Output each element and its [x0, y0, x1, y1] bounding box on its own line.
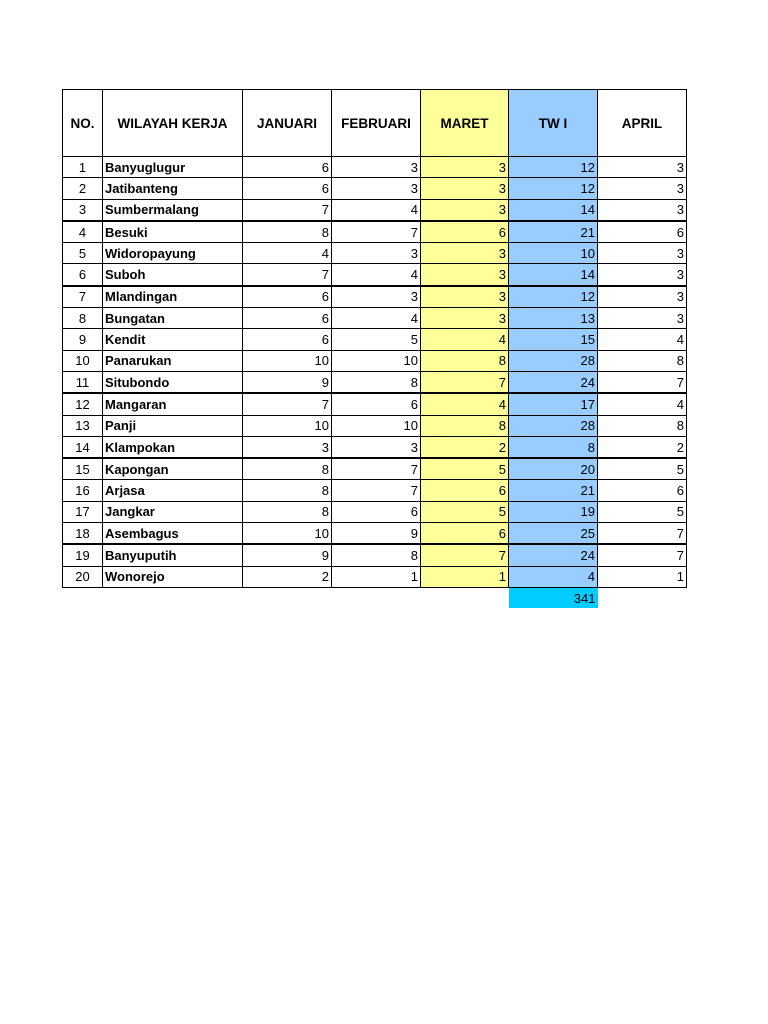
wilayah-kerja-cell[interactable]: Arjasa: [103, 480, 243, 501]
april-cell[interactable]: 3: [598, 178, 687, 199]
tw-i-cell[interactable]: 14: [509, 264, 598, 286]
header-januari: JANUARI: [243, 90, 332, 157]
row-number-cell[interactable]: 3: [63, 199, 103, 221]
tw-i-cell[interactable]: 13: [509, 308, 598, 329]
blank-cell: [103, 587, 243, 608]
wilayah-kerja-cell[interactable]: Asembagus: [103, 523, 243, 545]
row-number-cell[interactable]: 8: [63, 308, 103, 329]
table-row: [63, 480, 687, 501]
januari-cell[interactable]: 6: [243, 157, 332, 178]
wilayah-kerja-cell[interactable]: Bungatan: [103, 308, 243, 329]
tw-i-cell[interactable]: 10: [509, 243, 598, 264]
row-number-cell[interactable]: 7: [63, 286, 103, 308]
tw-i-cell[interactable]: 21: [509, 221, 598, 243]
april-cell[interactable]: 5: [598, 501, 687, 522]
total-row: [63, 587, 687, 608]
april-cell[interactable]: 3: [598, 286, 687, 308]
januari-cell[interactable]: 6: [243, 329, 332, 350]
januari-cell[interactable]: 4: [243, 243, 332, 264]
row-number-cell[interactable]: 15: [63, 458, 103, 480]
april-cell[interactable]: 1: [598, 566, 687, 587]
table-body: [63, 157, 687, 588]
januari-cell[interactable]: 8: [243, 221, 332, 243]
februari-cell[interactable]: 8: [332, 371, 421, 393]
row-number-cell[interactable]: 10: [63, 350, 103, 371]
tw-i-cell[interactable]: 25: [509, 523, 598, 545]
januari-cell[interactable]: 7: [243, 199, 332, 221]
februari-cell[interactable]: 10: [332, 415, 421, 436]
maret-total-cell: [421, 587, 509, 608]
table-row: [63, 178, 687, 199]
april-cell[interactable]: 8: [598, 350, 687, 371]
wilayah-kerja-cell[interactable]: Mangaran: [103, 393, 243, 415]
februari-cell[interactable]: 3: [332, 178, 421, 199]
table-row: [63, 243, 687, 264]
tw-i-cell[interactable]: 4: [509, 566, 598, 587]
row-number-cell[interactable]: 18: [63, 523, 103, 545]
wilayah-kerja-cell[interactable]: Sumbermalang: [103, 199, 243, 221]
table-row: [63, 566, 687, 587]
row-number-cell[interactable]: 12: [63, 393, 103, 415]
maret-cell[interactable]: 2: [421, 436, 509, 458]
februari-cell[interactable]: 1: [332, 566, 421, 587]
table-row: [63, 199, 687, 221]
wilayah-kerja-cell[interactable]: Kapongan: [103, 458, 243, 480]
tw-i-cell[interactable]: 24: [509, 544, 598, 566]
wilayah-kerja-cell[interactable]: Mlandingan: [103, 286, 243, 308]
maret-cell[interactable]: 3: [421, 243, 509, 264]
maret-cell[interactable]: 5: [421, 458, 509, 480]
januari-cell[interactable]: 8: [243, 501, 332, 522]
row-number-cell[interactable]: 11: [63, 371, 103, 393]
maret-cell[interactable]: 3: [421, 308, 509, 329]
row-number-cell[interactable]: 4: [63, 221, 103, 243]
maret-cell[interactable]: 8: [421, 415, 509, 436]
header-februari: FEBRUARI: [332, 90, 421, 157]
maret-cell[interactable]: 3: [421, 157, 509, 178]
row-number-cell[interactable]: 2: [63, 178, 103, 199]
april-cell[interactable]: 3: [598, 243, 687, 264]
row-number-cell[interactable]: 19: [63, 544, 103, 566]
januari-cell[interactable]: 10: [243, 415, 332, 436]
spreadsheet-table: [62, 89, 687, 608]
wilayah-kerja-cell[interactable]: Jangkar: [103, 501, 243, 522]
tw-i-cell[interactable]: 21: [509, 480, 598, 501]
wilayah-kerja-cell[interactable]: Situbondo: [103, 371, 243, 393]
maret-cell[interactable]: 5: [421, 501, 509, 522]
januari-cell[interactable]: 6: [243, 178, 332, 199]
februari-cell[interactable]: 4: [332, 264, 421, 286]
februari-cell[interactable]: 3: [332, 436, 421, 458]
header-april: APRIL: [598, 90, 687, 157]
tw-i-cell[interactable]: 28: [509, 350, 598, 371]
januari-cell[interactable]: 3: [243, 436, 332, 458]
april-cell[interactable]: 3: [598, 264, 687, 286]
april-cell[interactable]: 2: [598, 436, 687, 458]
april-cell[interactable]: 3: [598, 308, 687, 329]
table-row: [63, 371, 687, 393]
maret-cell[interactable]: 6: [421, 480, 509, 501]
april-cell[interactable]: 4: [598, 393, 687, 415]
maret-cell[interactable]: 8: [421, 350, 509, 371]
april-cell[interactable]: 7: [598, 371, 687, 393]
februari-cell[interactable]: 7: [332, 458, 421, 480]
wilayah-kerja-cell[interactable]: Banyuglugur: [103, 157, 243, 178]
wilayah-kerja-cell[interactable]: Suboh: [103, 264, 243, 286]
april-cell[interactable]: 6: [598, 480, 687, 501]
januari-cell[interactable]: 8: [243, 480, 332, 501]
februari-cell[interactable]: 6: [332, 501, 421, 522]
februari-cell[interactable]: 4: [332, 199, 421, 221]
table-row: [63, 523, 687, 545]
tw-i-cell[interactable]: 20: [509, 458, 598, 480]
tw-i-cell[interactable]: 12: [509, 286, 598, 308]
januari-cell[interactable]: 10: [243, 350, 332, 371]
blank-cell: [63, 587, 103, 608]
wilayah-kerja-cell[interactable]: Besuki: [103, 221, 243, 243]
blank-cell: [332, 587, 421, 608]
tw-i-cell[interactable]: 12: [509, 178, 598, 199]
april-cell[interactable]: 5: [598, 458, 687, 480]
januari-cell[interactable]: 10: [243, 523, 332, 545]
maret-cell[interactable]: 4: [421, 393, 509, 415]
row-number-cell[interactable]: 6: [63, 264, 103, 286]
table-row: [63, 415, 687, 436]
table-row: [63, 329, 687, 350]
april-cell[interactable]: 8: [598, 415, 687, 436]
tw-i-cell[interactable]: 12: [509, 157, 598, 178]
table-row: [63, 157, 687, 178]
februari-cell[interactable]: 7: [332, 480, 421, 501]
januari-cell[interactable]: 6: [243, 286, 332, 308]
april-cell[interactable]: 6: [598, 221, 687, 243]
maret-cell[interactable]: 3: [421, 178, 509, 199]
januari-cell[interactable]: 7: [243, 393, 332, 415]
april-cell[interactable]: 7: [598, 544, 687, 566]
maret-cell[interactable]: 3: [421, 264, 509, 286]
blank-cell: [598, 587, 687, 608]
januari-cell[interactable]: 9: [243, 371, 332, 393]
wilayah-kerja-cell[interactable]: Panarukan: [103, 350, 243, 371]
maret-cell[interactable]: 3: [421, 286, 509, 308]
wilayah-kerja-cell[interactable]: Widoropayung: [103, 243, 243, 264]
row-number-cell[interactable]: 13: [63, 415, 103, 436]
februari-cell[interactable]: 10: [332, 350, 421, 371]
header-tw-i: TW I: [509, 90, 598, 157]
table-row: [63, 393, 687, 415]
april-cell[interactable]: 4: [598, 329, 687, 350]
februari-cell[interactable]: 3: [332, 286, 421, 308]
table-row: [63, 501, 687, 522]
maret-cell[interactable]: 7: [421, 371, 509, 393]
tw-i-cell[interactable]: 8: [509, 436, 598, 458]
row-number-cell[interactable]: 1: [63, 157, 103, 178]
april-cell[interactable]: 7: [598, 523, 687, 545]
row-number-cell[interactable]: 5: [63, 243, 103, 264]
row-number-cell[interactable]: 9: [63, 329, 103, 350]
januari-cell[interactable]: 9: [243, 544, 332, 566]
maret-cell[interactable]: 6: [421, 221, 509, 243]
table-row: [63, 350, 687, 371]
maret-cell[interactable]: 6: [421, 523, 509, 545]
wilayah-kerja-cell[interactable]: Jatibanteng: [103, 178, 243, 199]
maret-cell[interactable]: 3: [421, 199, 509, 221]
april-cell[interactable]: 3: [598, 157, 687, 178]
tw-i-cell[interactable]: 24: [509, 371, 598, 393]
blank-cell: [243, 587, 332, 608]
tw-i-cell[interactable]: 15: [509, 329, 598, 350]
header-no: NO.: [63, 90, 103, 157]
februari-cell[interactable]: 7: [332, 221, 421, 243]
tw-i-cell[interactable]: 14: [509, 199, 598, 221]
tw-i-cell[interactable]: 28: [509, 415, 598, 436]
table-row: [63, 286, 687, 308]
table-row: [63, 221, 687, 243]
tw-i-cell[interactable]: 19: [509, 501, 598, 522]
tw-i-cell[interactable]: 17: [509, 393, 598, 415]
januari-cell[interactable]: 8: [243, 458, 332, 480]
row-number-cell[interactable]: 17: [63, 501, 103, 522]
header-maret: MARET: [421, 90, 509, 157]
header-row: [63, 90, 687, 157]
februari-cell[interactable]: 6: [332, 393, 421, 415]
header-wilayah-kerja: WILAYAH KERJA: [103, 90, 243, 157]
row-number-cell[interactable]: 14: [63, 436, 103, 458]
februari-cell[interactable]: 9: [332, 523, 421, 545]
april-cell[interactable]: 3: [598, 199, 687, 221]
februari-cell[interactable]: 3: [332, 157, 421, 178]
wilayah-kerja-cell[interactable]: Klampokan: [103, 436, 243, 458]
januari-cell[interactable]: 2: [243, 566, 332, 587]
wilayah-kerja-cell[interactable]: Banyuputih: [103, 544, 243, 566]
row-number-cell[interactable]: 20: [63, 566, 103, 587]
februari-cell[interactable]: 8: [332, 544, 421, 566]
januari-cell[interactable]: 6: [243, 308, 332, 329]
table-row: [63, 264, 687, 286]
januari-cell[interactable]: 7: [243, 264, 332, 286]
maret-cell[interactable]: 1: [421, 566, 509, 587]
tw-i-total-cell: 341: [509, 587, 598, 608]
table-row: [63, 308, 687, 329]
table-row: [63, 458, 687, 480]
row-number-cell[interactable]: 16: [63, 480, 103, 501]
wilayah-kerja-cell[interactable]: Kendit: [103, 329, 243, 350]
table-row: [63, 436, 687, 458]
table-row: [63, 544, 687, 566]
maret-cell[interactable]: 7: [421, 544, 509, 566]
wilayah-kerja-cell[interactable]: Wonorejo: [103, 566, 243, 587]
februari-cell[interactable]: 3: [332, 243, 421, 264]
maret-cell[interactable]: 4: [421, 329, 509, 350]
wilayah-kerja-cell[interactable]: Panji: [103, 415, 243, 436]
februari-cell[interactable]: 4: [332, 308, 421, 329]
februari-cell[interactable]: 5: [332, 329, 421, 350]
